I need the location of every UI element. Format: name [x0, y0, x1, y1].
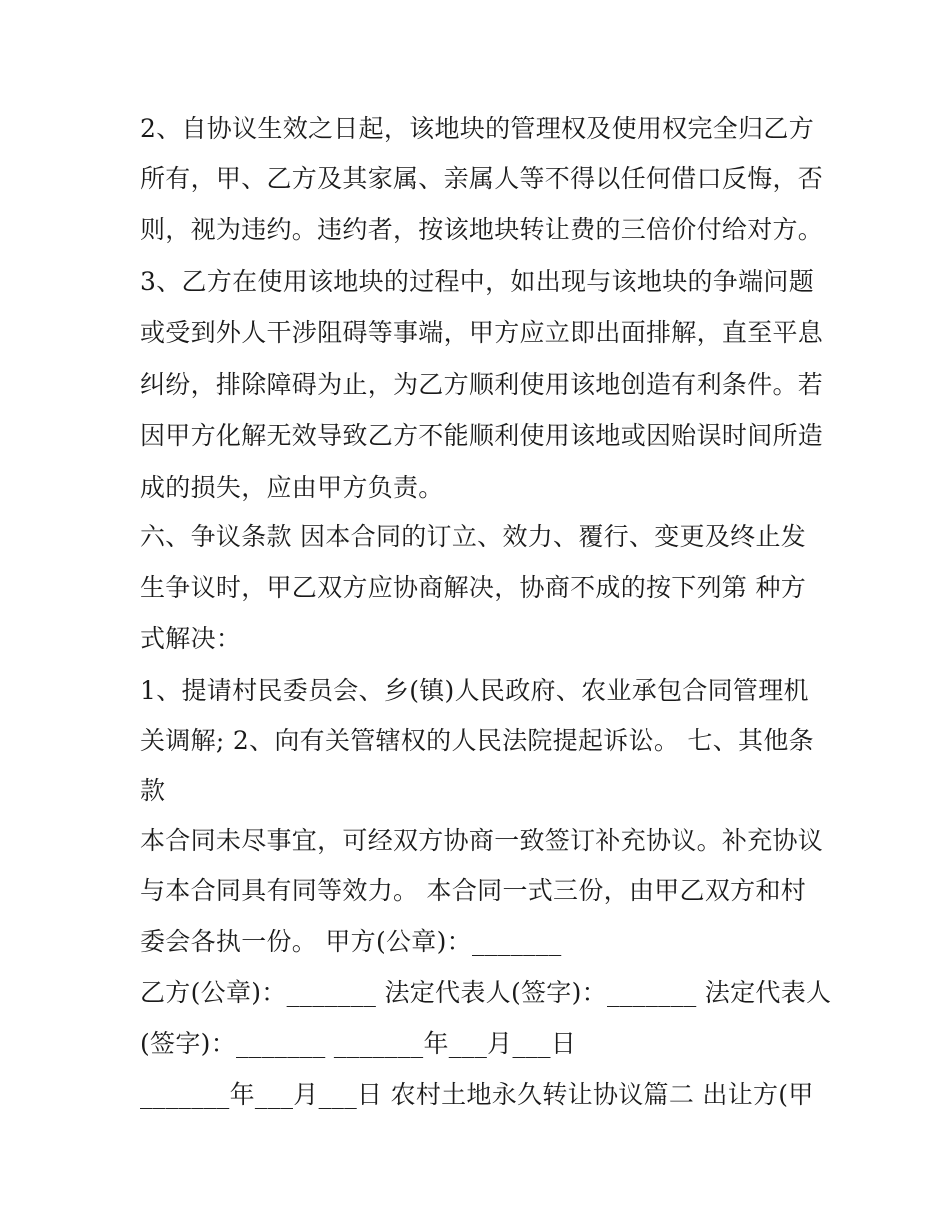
section-heading-line: 六、争议条款 因本合同的订立、效力、覆行、变更及终止发	[140, 522, 807, 551]
text-line: 3、乙方在使用该地块的过程中，如出现与该地块的争端问题	[140, 267, 815, 296]
text-line: 1、提请村民委员会、乡(镇)人民政府、农业承包合同管理机	[140, 676, 809, 705]
text-line: 本合同未尽事宜，可经双方协商一致签订补充协议。补充协议	[140, 826, 824, 855]
text-line: 则，视为违约。违约者，按该地块转让费的三倍价付给对方。	[140, 215, 824, 244]
text-line: 成的损失，应由甲方负责。	[140, 473, 444, 502]
text-line: 式解决：	[140, 624, 242, 653]
text-line: 因甲方化解无效导致乙方不能顺利使用该地或因贻误时间所造	[140, 421, 824, 450]
date-line: (签字)：_______ _______年___月___日	[140, 1029, 577, 1058]
text-line: 或受到外人干涉阻碍等事端，甲方应立即出面排解，直至平息	[140, 318, 824, 347]
text-line: 款	[140, 776, 166, 805]
text-line: 纠纷，排除障碍为止，为乙方顺利使用该地创造有利条件。若	[140, 370, 824, 399]
signature-line: 乙方(公章)：_______ 法定代表人(签字)：_______ 法定代表人	[140, 978, 832, 1007]
text-line: 所有，甲、乙方及其家属、亲属人等不得以任何借口反悔，否	[140, 164, 824, 193]
text-line: 2、自协议生效之日起，该地块的管理权及使用权完全归乙方	[140, 114, 815, 143]
signature-line: 委会各执一份。 甲方(公章)：_______	[140, 927, 562, 956]
text-line: 关调解; 2、向有关管辖权的人民法院提起诉讼。 七、其他条	[140, 726, 814, 755]
date-line: _______年___月___日 农村土地永久转让协议篇二 出让方(甲	[140, 1080, 814, 1109]
text-line: 生争议时，甲乙双方应协商解决，协商不成的按下列第 种方	[140, 573, 807, 602]
text-line: 与本合同具有同等效力。 本合同一式三份，由甲乙双方和村	[140, 876, 807, 905]
